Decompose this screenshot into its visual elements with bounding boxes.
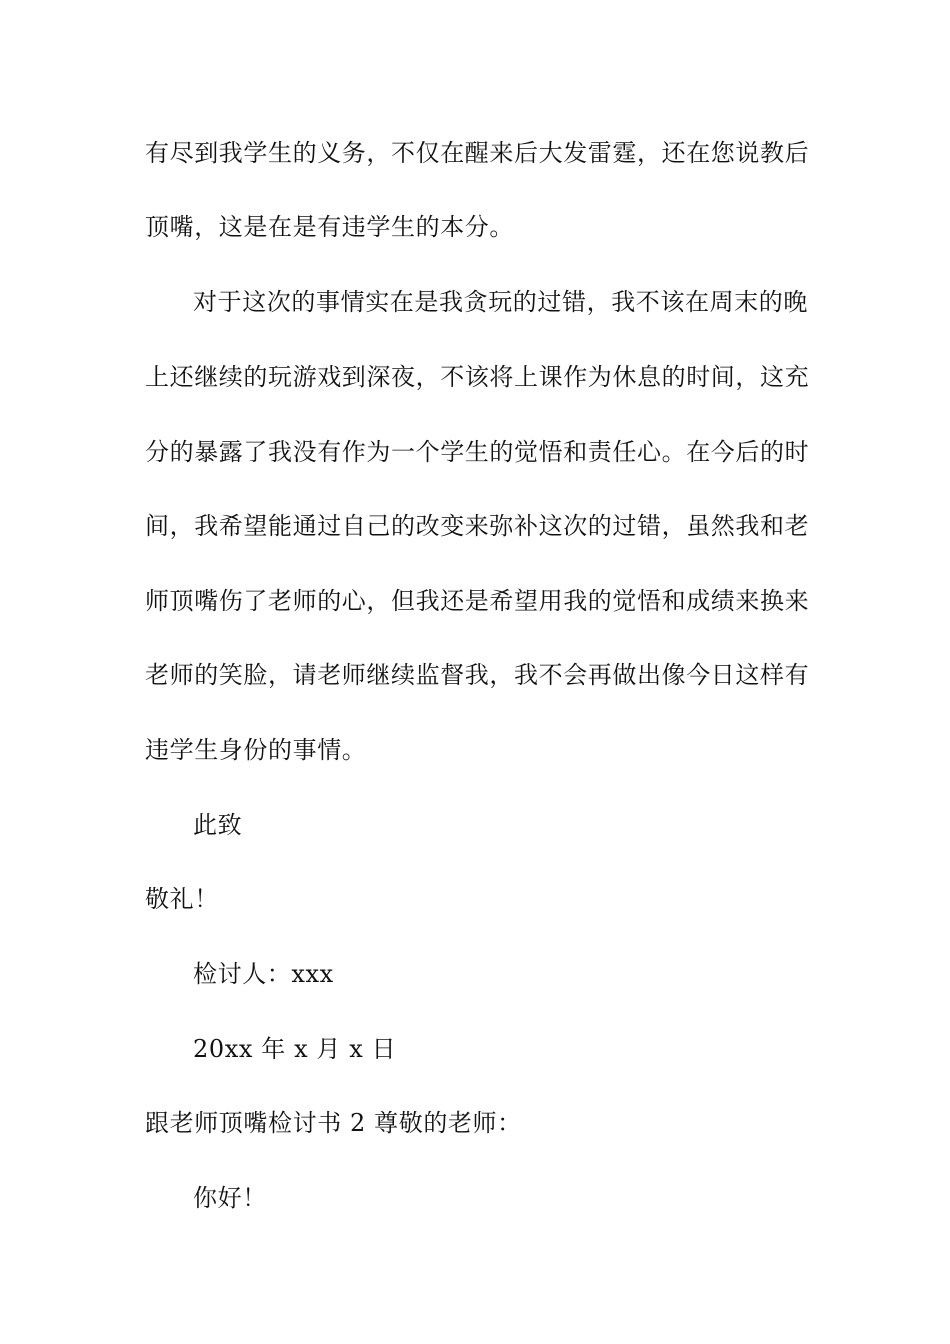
paragraph-line: 间，我希望能通过自己的改变来弥补这次的过错，虽然我和老	[145, 512, 810, 540]
signature-date: 20xx 年 x 月 x 日	[193, 1035, 397, 1063]
paragraph-line: 有尽到我学生的义务，不仅在醒来后大发雷霆，还在您说教后	[145, 139, 810, 167]
paragraph-line: 师顶嘴伤了老师的心，但我还是希望用我的觉悟和成绩来换来	[145, 587, 810, 615]
paragraph-line: 顶嘴，这是在是有违学生的本分。	[145, 213, 514, 241]
greeting: 你好！	[193, 1184, 267, 1212]
paragraph-line: 违学生身份的事情。	[145, 736, 367, 764]
closing-regards: 敬礼！	[145, 885, 219, 913]
paragraph-line: 分的暴露了我没有作为一个学生的觉悟和责任心。在今后的时	[145, 438, 810, 466]
paragraph-line: 老师的笑脸，请老师继续监督我，我不会再做出像今日这样有	[145, 661, 810, 689]
signature-author: 检讨人：xxx	[193, 960, 334, 988]
closing-salutation: 此致	[193, 811, 243, 839]
paragraph-line: 上还继续的玩游戏到深夜，不该将上课作为休息的时间，这充	[145, 363, 810, 391]
paragraph-line: 对于这次的事情实在是我贪玩的过错，我不该在周末的晚	[193, 288, 808, 316]
section-heading: 跟老师顶嘴检讨书 2 尊敬的老师：	[145, 1109, 522, 1137]
